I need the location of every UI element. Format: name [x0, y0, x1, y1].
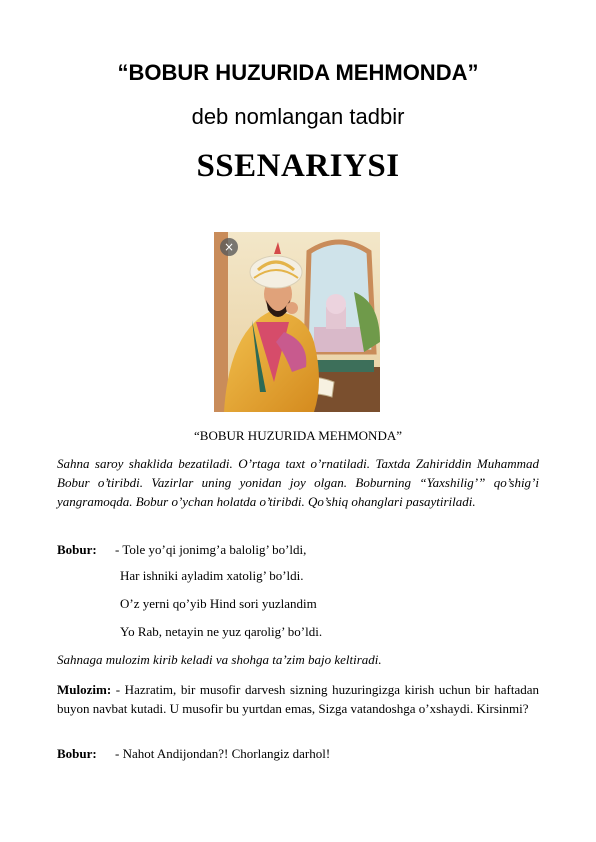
verse-line-2: Har ishniki ayladim xatolig’ bo’ldi. — [120, 568, 304, 583]
speaker-label: Bobur: — [57, 542, 97, 557]
verse-line-3: O’z yerni qo’yib Hind sori yuzlandim — [120, 596, 317, 611]
verse-line-4: Yo Rab, netayin ne yuz qarolig’ bo’ldi. — [120, 624, 323, 639]
bobur-portrait-image — [214, 232, 380, 412]
title-line-3: SSENARIYSI — [196, 148, 400, 184]
title-line-1: “BOBUR HUZURIDA MEHMONDA” — [117, 60, 479, 85]
stage-direction: Sahnaga mulozim kirib keladi va shohga ta’zim bajo keltiradi. — [57, 652, 382, 667]
intro-paragraph: Sahna saroy shaklida bezatiladi. O’rtaga taxt o’rnatiladi. Taxtda Zahiriddin Muhammad Bobur o’tiribdi. Vazirlar uning yonidan joy olgan. Boburning “Yaxshilig’” qo’shig’i yangramoqda. Bobur o’ychan holatda o’tiribdi. Qo’shiq ohanglari pasaytiriladi. — [57, 456, 539, 509]
speaker-label: Bobur: — [57, 746, 97, 761]
dialog-line-bobur-2 — [57, 744, 330, 763]
dialog-text: - Hazratim, bir musofir darvesh sizning huzuringizga kirish uchun bir haftadan buyon navbat kutadi. U musofir bu yurtdan emas, Sizga vatandoshga o’xshaydi. Kirsinmi? — [57, 682, 539, 716]
dialog-text: - Nahot Andijondan?! Chorlangiz darhol! — [115, 746, 331, 761]
dialog-line-bobur-1 — [57, 540, 306, 559]
close-icon[interactable]: × — [220, 238, 238, 256]
verse-line: - Tole yo’qi jonimg’a balolig’ bo’ldi, — [115, 542, 307, 557]
title-line-2: deb nomlangan tadbir — [191, 104, 405, 129]
image-caption: “BOBUR HUZURIDA MEHMONDA” — [194, 428, 402, 443]
portrait-illustration — [214, 232, 380, 412]
dialog-mulozim — [57, 680, 539, 718]
speaker-label: Mulozim: — [57, 682, 112, 697]
